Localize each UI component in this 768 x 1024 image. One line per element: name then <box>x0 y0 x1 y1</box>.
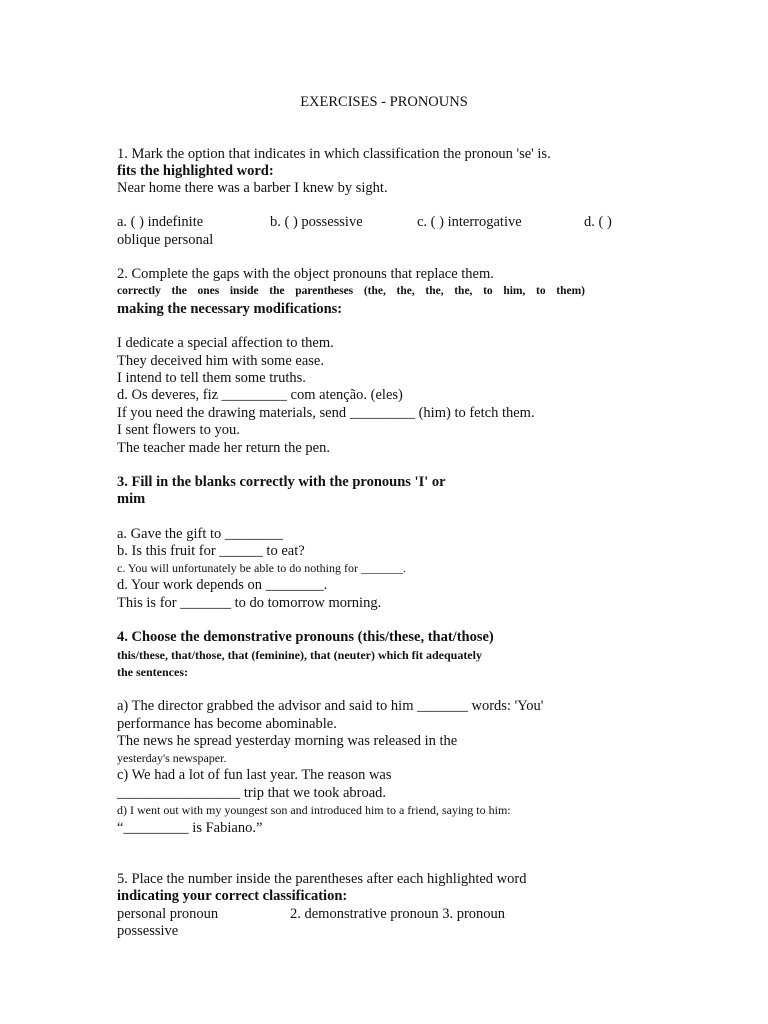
q5-option-3-cont: possessive <box>117 923 179 939</box>
q4-prompt-line2: this/these, that/those, that (feminine), that (neuter) which fit adequately <box>117 648 482 662</box>
q2-item: I dedicate a special affection to them. <box>117 335 334 351</box>
q4-prompt-line3: the sentences: <box>117 665 188 679</box>
q2-word: (the, <box>363 285 386 297</box>
page-title: EXERCISES - PRONOUNS <box>300 94 468 110</box>
q2-word: the <box>171 285 187 297</box>
q2-word: the, <box>425 285 444 297</box>
q3-item: d. Your work depends on ________. <box>117 577 328 593</box>
q5-prompt: 5. Place the number inside the parentheses after each highlighted word <box>117 871 527 887</box>
q2-prompt: 2. Complete the gaps with the object pronouns that replace them. <box>117 266 494 282</box>
q4-prompt-line1: 4. Choose the demonstrative pronouns (this/these, that/those) <box>117 629 494 645</box>
q1-option-d-cont: oblique personal <box>117 232 214 248</box>
q2-word: correctly <box>117 285 161 297</box>
q2-word: inside <box>229 285 259 297</box>
q1-prompt: 1. Mark the option that indicates in which classification the pronoun 'se' is. <box>117 146 551 162</box>
q4-item-d-line1: d) I went out with my youngest son and introduced him to a friend, saying to him: <box>117 803 511 817</box>
q1-option-d: d. ( ) <box>584 214 612 230</box>
q5-option-1: personal pronoun <box>117 906 219 922</box>
q4-item-a-line2: performance has become abominable. <box>117 716 337 732</box>
q2-word: to <box>483 285 493 297</box>
q4-item-c-line2: _________________ trip that we took abroad. <box>117 785 387 801</box>
q4-item-d-line2: “_________ is Fabiano.” <box>117 820 263 836</box>
q2-item: I sent flowers to you. <box>117 422 240 438</box>
q2-word: the, <box>454 285 473 297</box>
q2-word: parentheses <box>295 285 354 297</box>
q2-word: him, <box>503 285 526 297</box>
q4-item-a-line1: a) The director grabbed the advisor and said to him _______ words: 'You' <box>117 698 544 714</box>
q3-prompt-line2: mim <box>117 491 146 507</box>
q2-item: They deceived him with some ease. <box>117 353 324 369</box>
q4-item-c-line1: c) We had a lot of fun last year. The reason was <box>117 767 392 783</box>
q2-word: them) <box>556 285 585 297</box>
q2-word: the, <box>396 285 415 297</box>
q1-option-c: c. ( ) interrogative <box>417 214 522 230</box>
q3-item: a. Gave the gift to ________ <box>117 526 283 542</box>
q2-item: If you need the drawing materials, send _________ (him) to fetch them. <box>117 405 535 421</box>
q2-prompt-justified <box>117 283 585 300</box>
q4-item-b-line1: The news he spread yesterday morning was released in the <box>117 733 458 749</box>
q4-item-b-line2: yesterday's newspaper. <box>117 751 227 765</box>
q2-item: The teacher made her return the pen. <box>117 440 330 456</box>
q1-sentence: Near home there was a barber I knew by sight. <box>117 180 388 196</box>
q5-option-2-3: 2. demonstrative pronoun 3. pronoun <box>290 906 506 922</box>
q1-prompt-bold: fits the highlighted word: <box>117 163 274 179</box>
q1-option-a: a. ( ) indefinite <box>117 214 204 230</box>
q2-item: d. Os deveres, fiz _________ com atenção. (eles) <box>117 387 403 403</box>
q2-prompt-bold: making the necessary modifications: <box>117 301 343 317</box>
q2-word: ones <box>197 285 220 297</box>
q5-prompt-bold: indicating your correct classification: <box>117 888 348 904</box>
q2-word: the <box>269 285 285 297</box>
q2-word: to <box>536 285 546 297</box>
q3-item: c. You will unfortunately be able to do nothing for _______. <box>117 561 406 575</box>
q1-option-b: b. ( ) possessive <box>270 214 363 230</box>
q3-item: This is for _______ to do tomorrow morning. <box>117 595 382 611</box>
q3-prompt-line1: 3. Fill in the blanks correctly with the pronouns 'I' or <box>117 474 446 490</box>
q3-item: b. Is this fruit for ______ to eat? <box>117 543 305 559</box>
q2-item: I intend to tell them some truths. <box>117 370 306 386</box>
